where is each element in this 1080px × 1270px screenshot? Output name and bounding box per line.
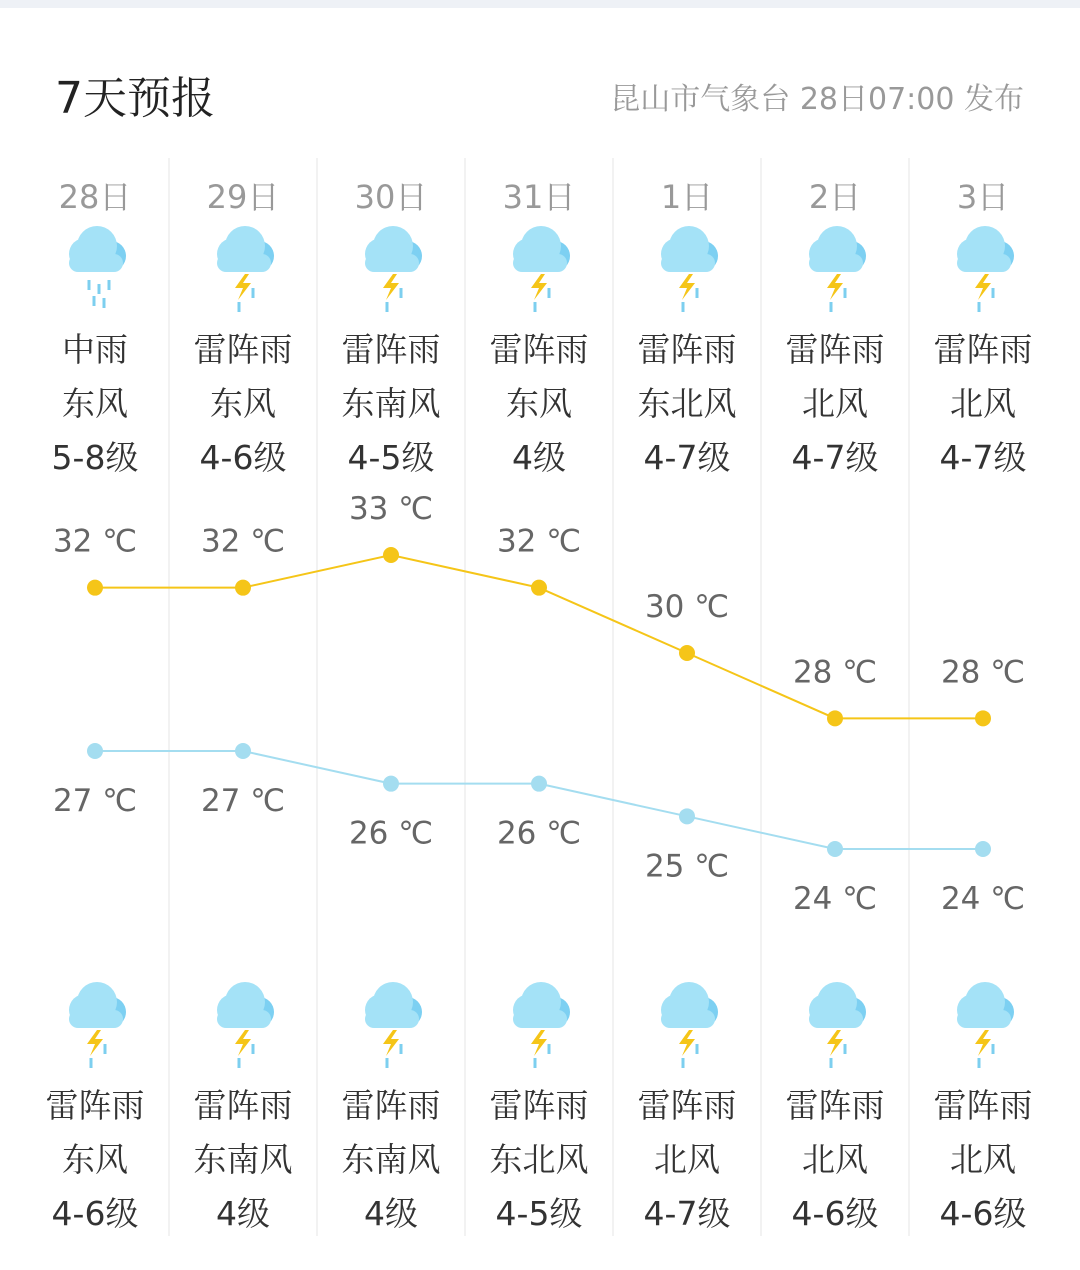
date-label: 31日 <box>502 178 576 216</box>
date-label: 28日 <box>58 178 132 216</box>
day-weather-text: 中雨 <box>62 330 128 369</box>
night-wind-direction: 东北风 <box>489 1140 589 1179</box>
date-label: 30日 <box>354 178 428 216</box>
day-wind-level: 4-7级 <box>791 438 879 477</box>
day-weather-text: 雷阵雨 <box>785 330 885 369</box>
high-temp-label: 32 ℃ <box>496 523 582 560</box>
high-temp-line <box>95 555 983 718</box>
night-wind-level: 4-6级 <box>51 1194 139 1233</box>
high-temp-point <box>679 645 695 661</box>
date-label: 29日 <box>206 178 280 216</box>
day-wind-level: 4级 <box>512 438 566 477</box>
day-wind-level: 4-7级 <box>643 438 731 477</box>
day-wind-direction: 东南风 <box>341 384 441 423</box>
night-weather-text: 雷阵雨 <box>637 1086 737 1125</box>
night-weather-text: 雷阵雨 <box>193 1086 293 1125</box>
night-wind-level: 4-6级 <box>791 1194 879 1233</box>
low-temp-point <box>531 776 547 792</box>
night-weather-text: 雷阵雨 <box>341 1086 441 1125</box>
high-temp-label: 33 ℃ <box>348 491 434 527</box>
low-temp-point <box>383 776 399 792</box>
night-wind-level: 4级 <box>364 1194 418 1233</box>
low-temp-label: 26 ℃ <box>496 815 582 852</box>
night-weather-text: 雷阵雨 <box>489 1086 589 1125</box>
night-wind-direction: 北风 <box>654 1140 720 1179</box>
night-wind-direction: 东南风 <box>193 1140 293 1179</box>
night-weather-text: 雷阵雨 <box>933 1086 1033 1125</box>
date-label: 2日 <box>808 178 862 216</box>
high-temp-label: 32 ℃ <box>200 523 286 560</box>
high-temp-point <box>827 710 843 726</box>
night-wind-level: 4-5级 <box>495 1194 583 1233</box>
night-wind-level: 4级 <box>216 1194 270 1233</box>
night-wind-level: 4-6级 <box>939 1194 1027 1233</box>
night-wind-direction: 北风 <box>950 1140 1016 1179</box>
day-wind-direction: 东风 <box>506 384 572 423</box>
high-temp-point <box>975 710 991 726</box>
night-wind-direction: 北风 <box>802 1140 868 1179</box>
date-label: 1日 <box>660 178 714 216</box>
low-temp-label: 27 ℃ <box>200 783 286 819</box>
day-wind-direction: 东北风 <box>637 384 737 423</box>
low-temp-point <box>679 808 695 824</box>
low-temp-point <box>235 743 251 759</box>
low-temp-label: 27 ℃ <box>52 783 138 819</box>
day-wind-level: 5-8级 <box>51 438 139 477</box>
high-temp-label: 30 ℃ <box>644 589 730 625</box>
night-weather-text: 雷阵雨 <box>785 1086 885 1125</box>
low-temp-label: 24 ℃ <box>792 881 878 917</box>
low-temp-point <box>827 841 843 857</box>
high-temp-label: 32 ℃ <box>52 523 138 560</box>
page-title: 7天预报 <box>55 73 215 124</box>
forecast-source: 昆山市气象台 28日07:00 发布 <box>610 82 1024 117</box>
night-wind-direction: 东风 <box>62 1140 128 1179</box>
day-wind-direction: 东风 <box>210 384 276 423</box>
high-temp-point <box>235 580 251 596</box>
high-temp-label: 28 ℃ <box>940 654 1026 691</box>
low-temp-point <box>87 743 103 759</box>
low-temp-label: 24 ℃ <box>940 881 1026 917</box>
day-wind-level: 4-5级 <box>347 438 435 477</box>
day-weather-text: 雷阵雨 <box>193 330 293 369</box>
high-temp-point <box>87 580 103 596</box>
high-temp-point <box>531 580 547 596</box>
low-temp-label: 26 ℃ <box>348 815 434 852</box>
high-temp-label: 28 ℃ <box>792 654 878 691</box>
day-wind-level: 4-7级 <box>939 438 1027 477</box>
low-temp-label: 25 ℃ <box>644 848 730 885</box>
night-wind-level: 4-7级 <box>643 1194 731 1233</box>
day-weather-text: 雷阵雨 <box>637 330 737 369</box>
date-label: 3日 <box>956 178 1010 216</box>
night-weather-text: 雷阵雨 <box>45 1086 145 1125</box>
night-wind-direction: 东南风 <box>341 1140 441 1179</box>
low-temp-point <box>975 841 991 857</box>
day-wind-level: 4-6级 <box>199 438 287 477</box>
day-wind-direction: 北风 <box>802 384 868 423</box>
day-weather-text: 雷阵雨 <box>341 330 441 369</box>
day-wind-direction: 东风 <box>62 384 128 423</box>
day-wind-direction: 北风 <box>950 384 1016 423</box>
day-weather-text: 雷阵雨 <box>933 330 1033 369</box>
high-temp-point <box>383 547 399 563</box>
day-weather-text: 雷阵雨 <box>489 330 589 369</box>
